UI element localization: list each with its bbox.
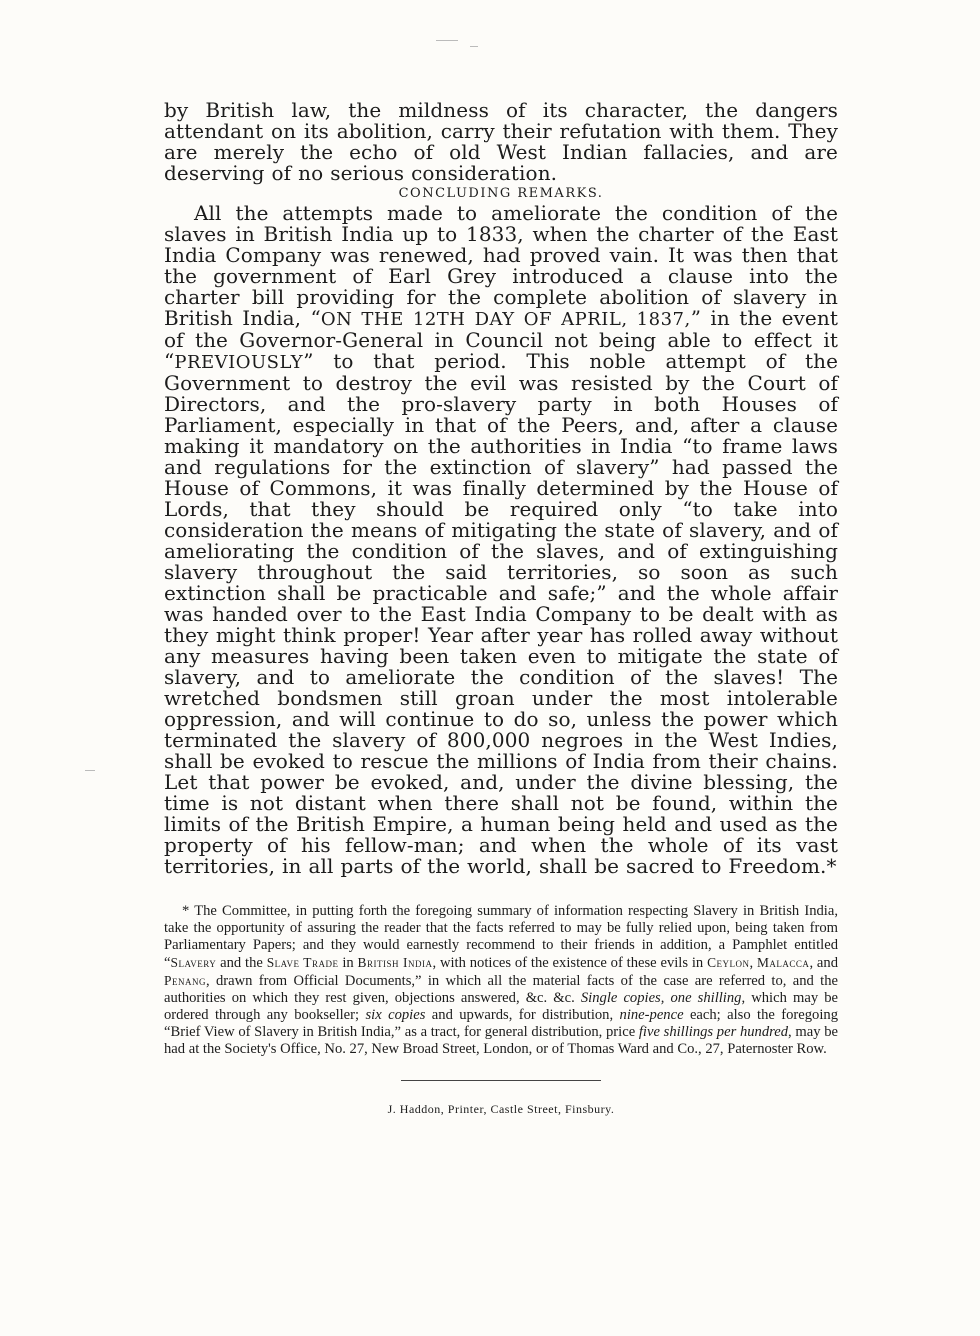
date-open-quote: “ xyxy=(310,306,321,330)
previously-word: PREVIOUSLY xyxy=(174,352,304,373)
date-phrase: ON THE 12TH DAY OF APRIL, 1837, xyxy=(320,309,691,330)
footnote-title-british-india: British India xyxy=(357,955,433,970)
footnote-title-slavery: Slavery xyxy=(170,955,217,970)
footnote-text: * The Committee, in putting forth the foregoing summary of information respecting Slavery in British India, take the opportunity of assuring the reader that the facts referred to may be fully relied upon, being taken from Parliamentary Papers; and they would earnestly recommend to their friends in addition, a Pamphlet entitled “ xyxy=(164,903,838,971)
footnote-title-slave-trade: Slave Trade xyxy=(266,955,339,970)
footnote-price-ninepence: nine-pence xyxy=(619,1007,684,1023)
scan-speck xyxy=(85,770,95,771)
body-text xyxy=(164,100,838,877)
scan-speck xyxy=(470,46,478,47)
footnote-place-ceylon: Ceylon xyxy=(707,955,750,970)
footnote-text: , may be had at the Society's Office, No. 27, New Broad Street, London, or of Thomas Ward and Co., 27, Paternoster Row. xyxy=(164,1024,838,1057)
section-heading: CONCLUDING REMARKS. xyxy=(398,186,604,201)
footnote-text: and the xyxy=(216,955,267,971)
footnote-text: , drawn from Official Documents,” in which all the material facts of the case are referred to, and the authorities on which they rest given, objections answered, &c. &c. xyxy=(164,973,838,1006)
footnote-text: , which may be ordered through any bookseller; xyxy=(164,990,838,1023)
footnote-text: in xyxy=(338,955,358,971)
document-page xyxy=(164,100,838,1117)
footnote-place-malacca: Malacca xyxy=(757,955,810,970)
footnote-place-penang: Penang xyxy=(164,973,206,988)
opening-paragraph: by British law, the mildness of its character, the dangers attendant on its abolition, carry their refutation with them. They are merely the echo of old West Indian fallacies, and are deserving of no serious consideration. xyxy=(164,98,838,185)
printer-imprint: J. Haddon, Printer, Castle Street, Finsbury. xyxy=(387,1102,615,1116)
footnote-price-hundred: five shillings per hundred xyxy=(638,1024,789,1040)
footnote-text: , with notices of the existence of these evils in xyxy=(432,955,708,971)
footnote-price-single: Single copies, one shilling xyxy=(580,990,742,1006)
footnote-price-six: six copies xyxy=(365,1007,426,1023)
divider-rule xyxy=(401,1080,601,1081)
concluding-paragraph xyxy=(164,203,838,877)
footnote-text: each; also the foregoing “Brief View of Slavery in British India,” as a tract, for general distribution, price xyxy=(164,1007,839,1040)
footnote-text: , xyxy=(749,955,757,971)
footnote-text: , and xyxy=(809,955,838,971)
concluding-text-part1: All the attempts made to ameliorate the condition of the slaves in British India up to 1833, when the charter of the East India Company was renewed, had proved vain. It was then that the government of Earl Grey introduced a clause into the charter bill providing for the complete abolition of slavery in British India, xyxy=(164,201,838,330)
footnote-text: and upwards, for distribution, xyxy=(425,1007,620,1023)
concluding-text-part3: ” to that period. This noble attempt of the Government to destroy the evil was resisted by the Court of Directors, and the pro-slavery party in both Houses of Parliament, especially in that of the Peers, and, after a clause making it mandatory on the authorities in India “to frame laws and regulations for the extinction of slavery” had passed the House of Commons, it was finally determined by the House of Lords, that they should be required only “to take into consideration the means of mitigating the state of slavery, and of ameliorating the condition of the slaves, and of extinguishing slavery throughout the said territories, so soon as such extinction shall be practicable and safe;” and the whole affair was handed over to the East India Company to be dealt with as they might think proper! Year after year has rolled away without any measures having been taken even to mitigate the state of slavery, and to ameliorate the condition of the slaves! The wretched bondsmen still groan under the most intolerable oppression, and will continue to do so, unless the power which terminated the slavery of 800,000 negroes in the West Indies, shall be evoked to rescue the millions of India from their chains. Let that power be evoked, and, under the divine blessing, the time is not distant when there shall not be found, within the limits of the British Empire, a human being held and used as the property of his fellow-man; and when the whole of its vast territories, in all parts of the world, shall be sacred to Freedom.* xyxy=(164,349,838,878)
concluding-text-part2: ” in the event of the Governor-General in Council not being able to effect it “ xyxy=(164,306,838,373)
scan-speck xyxy=(436,40,458,41)
footnote xyxy=(164,903,838,1058)
